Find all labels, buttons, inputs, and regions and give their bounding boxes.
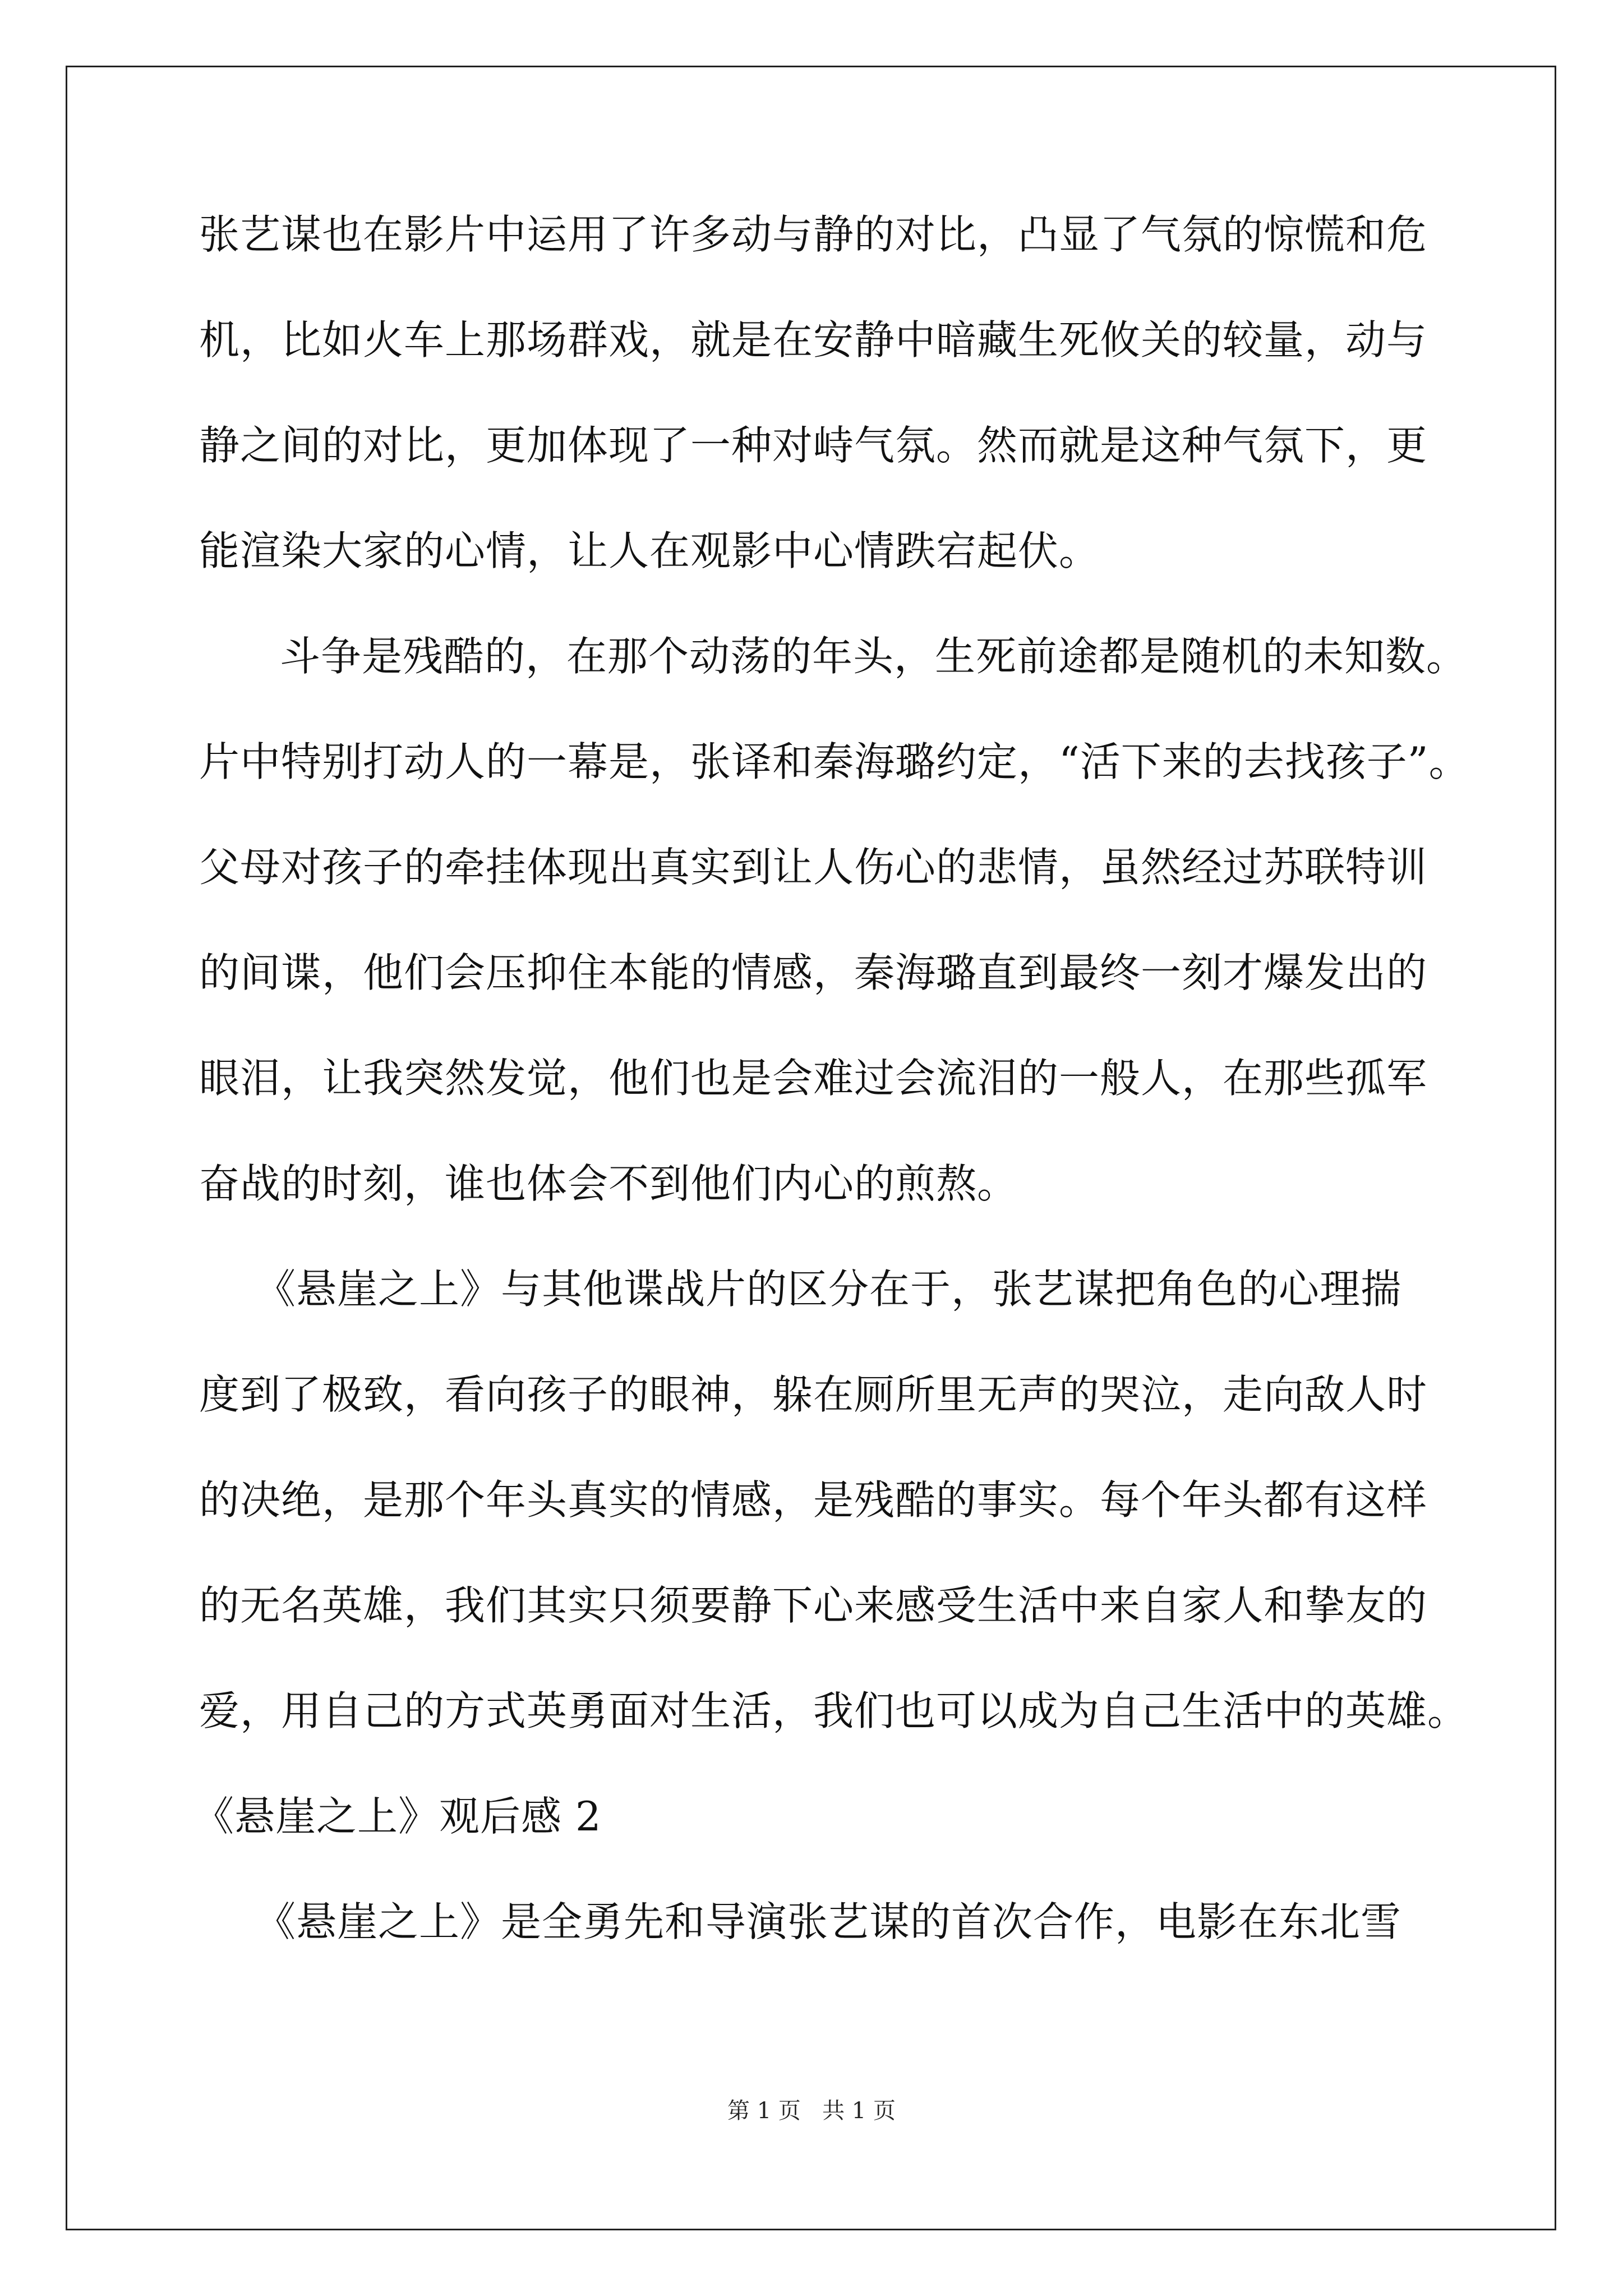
text-line: 度到了极致，看向孩子的眼神，躲在厕所里无声的哭泣，走向敌人时 [199, 1371, 1428, 1418]
paragraph-start-line: 斗争是残酷的，在那个动荡的年头，生死前途都是随机的未知数。 [280, 633, 1468, 680]
text-line: 片中特别打动人的一幕是，张译和秦海璐约定，“活下来的去找孩子”。 [199, 738, 1470, 785]
text-line: 的无名英雄，我们其实只须要静下心来感受生活中来自家人和挚友的 [199, 1582, 1428, 1629]
text-line: 眼泪，让我突然发觉，他们也是会难过会流泪的一般人，在那些孤军 [199, 1055, 1428, 1102]
text-line: 能渲染大家的心情，让人在观影中心情跌宕起伏。 [199, 527, 1100, 574]
paragraph-start-line: 《悬崖之上》是全勇先和导演张艺谋的首次合作，电影在东北雪 [255, 1898, 1402, 1945]
paragraph-start-line: 《悬崖之上》与其他谍战片的区分在于，张艺谋把角色的心理揣 [255, 1266, 1402, 1313]
text-line: 爱，用自己的方式英勇面对生活，我们也可以成为自己生活中的英雄。 [199, 1687, 1469, 1734]
page-number: 第 1 页 共 1 页 [727, 2098, 896, 2124]
text-line: 的决绝，是那个年头真实的情感，是残酷的事实。每个年头都有这样 [199, 1476, 1428, 1524]
section-heading: 《悬崖之上》观后感 2 [193, 1793, 602, 1840]
page-footer [0, 2095, 1623, 2127]
text-line: 奋战的时刻，谁也体会不到他们内心的煎熬。 [199, 1160, 1018, 1207]
text-line: 张艺谋也在影片中运用了许多动与静的对比，凸显了气氛的惊慌和危 [199, 211, 1428, 258]
text-line: 父母对孩子的牵挂体现出真实到让人伤心的悲情，虽然经过苏联特训 [199, 844, 1428, 891]
text-line: 机，比如火车上那场群戏，就是在安静中暗藏生死攸关的较量，动与 [199, 316, 1428, 364]
text-line: 的间谍，他们会压抑住本能的情感，秦海璐直到最终一刻才爆发出的 [199, 949, 1428, 996]
text-line: 静之间的对比，更加体现了一种对峙气氛。然而就是这种气氛下，更 [199, 422, 1428, 469]
